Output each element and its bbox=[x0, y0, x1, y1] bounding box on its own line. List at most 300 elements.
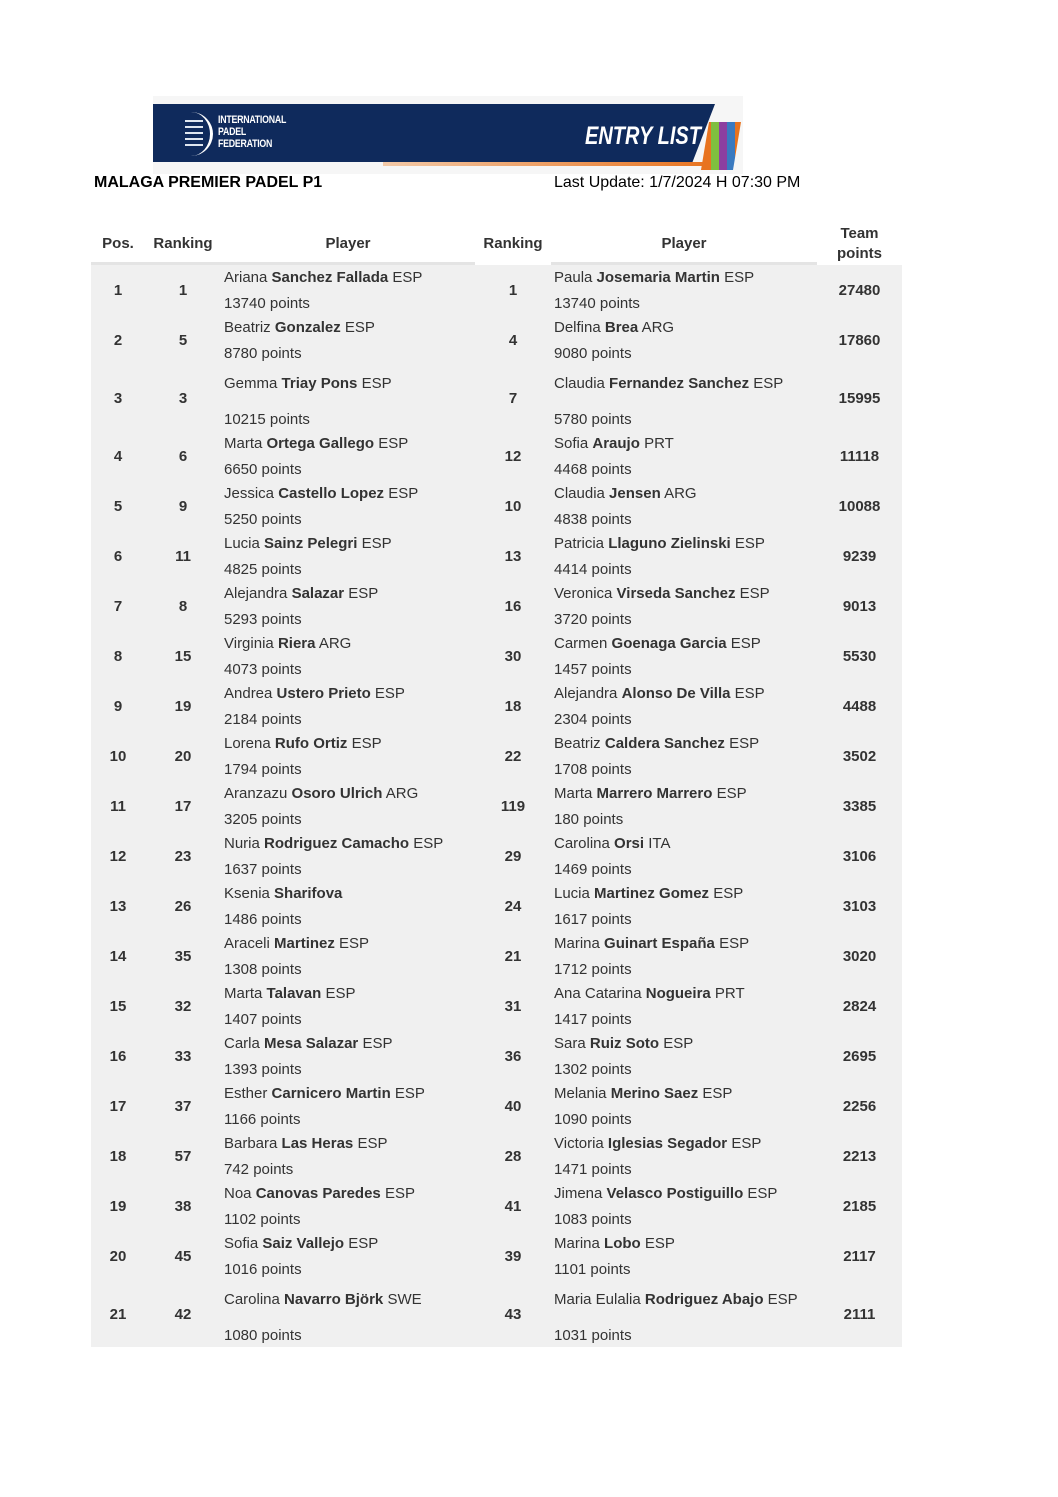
player-2-ranking: 10 bbox=[504, 497, 522, 515]
player-points: 1708 points bbox=[554, 761, 632, 778]
player-points: 9080 points bbox=[554, 345, 632, 362]
player-cell bbox=[551, 1231, 817, 1281]
player-points: 2184 points bbox=[224, 711, 302, 728]
position: 7 bbox=[113, 597, 123, 615]
player-1-ranking: 17 bbox=[174, 797, 192, 815]
player-name bbox=[554, 584, 817, 604]
player-cell bbox=[221, 1081, 475, 1131]
player-1-ranking: 19 bbox=[174, 697, 192, 715]
table-header bbox=[91, 225, 902, 265]
player-country: ESP bbox=[716, 785, 747, 802]
player-cell bbox=[221, 731, 475, 781]
player-name bbox=[224, 684, 475, 704]
player-first-name: Alejandra bbox=[554, 685, 618, 702]
team-points: 9013 bbox=[842, 597, 877, 615]
player-1-ranking: 33 bbox=[174, 1047, 192, 1065]
player-country: ESP bbox=[392, 269, 423, 286]
player-country: ESP bbox=[739, 585, 770, 602]
player-name bbox=[554, 1034, 817, 1054]
player-cell bbox=[221, 481, 475, 531]
team-points: 2824 bbox=[842, 997, 877, 1015]
table-row bbox=[91, 931, 902, 981]
player-name bbox=[224, 1290, 475, 1310]
player-country: ESP bbox=[374, 685, 405, 702]
player-cell bbox=[221, 265, 475, 315]
player-cell bbox=[551, 431, 817, 481]
player-country: ESP bbox=[384, 1185, 415, 1202]
player-points: 1486 points bbox=[224, 911, 302, 928]
player-1-ranking: 6 bbox=[178, 447, 188, 465]
table-row bbox=[91, 881, 902, 931]
player-last-name: Osoro Ulrich bbox=[291, 785, 383, 802]
player-name bbox=[554, 684, 817, 704]
player-last-name: Goenaga Garcia bbox=[611, 635, 727, 652]
player-points: 13740 points bbox=[554, 295, 640, 312]
player-2-ranking: 22 bbox=[504, 747, 522, 765]
table-row bbox=[91, 1181, 902, 1231]
player-name bbox=[224, 584, 475, 604]
player-first-name: Jimena bbox=[554, 1185, 603, 1202]
table-row bbox=[91, 1281, 902, 1347]
player-last-name: Mesa Salazar bbox=[264, 1035, 359, 1052]
player-1-ranking: 37 bbox=[174, 1097, 192, 1115]
tournament-title: MALAGA PREMIER PADEL P1 bbox=[94, 174, 323, 191]
player-first-name: Jessica bbox=[224, 485, 275, 502]
player-country: ESP bbox=[724, 269, 755, 286]
player-name bbox=[554, 318, 817, 338]
position: 11 bbox=[110, 797, 126, 815]
ipf-logo-text: INTERNATIONAL PADEL FEDERATION bbox=[218, 114, 286, 150]
header-ranking-2: Ranking bbox=[475, 225, 551, 265]
player-name bbox=[224, 784, 475, 804]
entry-list-table bbox=[91, 225, 902, 1347]
player-last-name: Iglesias Segador bbox=[607, 1135, 728, 1152]
player-cell bbox=[551, 1281, 817, 1347]
player-first-name: Carla bbox=[224, 1035, 260, 1052]
player-country: PRT bbox=[644, 435, 674, 452]
player-1-ranking: 57 bbox=[174, 1147, 192, 1165]
player-cell bbox=[221, 631, 475, 681]
player-cell bbox=[551, 1081, 817, 1131]
player-name bbox=[554, 1184, 817, 1204]
player-name bbox=[554, 784, 817, 804]
player-name bbox=[554, 734, 817, 754]
player-1-ranking: 35 bbox=[174, 947, 192, 965]
player-name bbox=[224, 1234, 475, 1254]
player-first-name: Noa bbox=[224, 1185, 252, 1202]
player-first-name: Veronica bbox=[554, 585, 613, 602]
player-last-name: Marrero Marrero bbox=[596, 785, 713, 802]
team-points: 10088 bbox=[838, 497, 881, 515]
player-2-ranking: 41 bbox=[504, 1197, 522, 1215]
player-points: 1166 points bbox=[224, 1111, 301, 1128]
player-first-name: Lucia bbox=[224, 535, 260, 552]
position: 20 bbox=[109, 1247, 127, 1265]
player-points: 1016 points bbox=[224, 1261, 302, 1278]
player-name bbox=[224, 634, 475, 654]
player-country: ESP bbox=[413, 835, 444, 852]
player-last-name: Araujo bbox=[592, 435, 640, 452]
player-points: 2304 points bbox=[554, 711, 632, 728]
player-last-name: Saiz Vallejo bbox=[262, 1235, 345, 1252]
player-country: ARG bbox=[664, 485, 697, 502]
player-last-name: Martinez Gomez bbox=[594, 885, 710, 902]
player-points: 6650 points bbox=[224, 461, 302, 478]
player-cell bbox=[551, 881, 817, 931]
player-country: ESP bbox=[747, 1185, 778, 1202]
player-first-name: Sofia bbox=[224, 1235, 259, 1252]
table-row bbox=[91, 1081, 902, 1131]
position: 10 bbox=[109, 747, 127, 765]
player-name bbox=[554, 484, 817, 504]
player-country: ESP bbox=[713, 885, 744, 902]
player-cell bbox=[551, 831, 817, 881]
player-last-name: Nogueira bbox=[645, 985, 711, 1002]
player-cell bbox=[221, 1031, 475, 1081]
player-first-name: Carolina bbox=[224, 1291, 280, 1308]
player-cell bbox=[551, 531, 817, 581]
player-last-name: Navarro Björk bbox=[284, 1291, 384, 1308]
last-update: Last Update: 1/7/2024 H 07:30 PM bbox=[554, 174, 801, 191]
player-cell bbox=[221, 1281, 475, 1347]
position: 5 bbox=[113, 497, 123, 515]
player-country: ESP bbox=[361, 375, 392, 392]
player-name bbox=[554, 1084, 817, 1104]
player-name bbox=[224, 534, 475, 554]
team-points: 5530 bbox=[842, 647, 877, 665]
team-points: 3385 bbox=[842, 797, 877, 815]
player-first-name: Victoria bbox=[554, 1135, 604, 1152]
player-country: ESP bbox=[734, 685, 765, 702]
player-2-ranking: 12 bbox=[504, 447, 522, 465]
table-row bbox=[91, 431, 902, 481]
player-name bbox=[224, 1184, 475, 1204]
player-last-name: Velasco Postiguillo bbox=[606, 1185, 744, 1202]
player-country: ESP bbox=[394, 1085, 425, 1102]
player-country: ARG bbox=[385, 785, 419, 802]
player-first-name: Araceli bbox=[224, 935, 270, 952]
player-points: 4414 points bbox=[554, 561, 632, 578]
player-last-name: Triay Pons bbox=[281, 375, 358, 392]
header-pos: Pos. bbox=[91, 225, 145, 265]
player-name bbox=[224, 834, 475, 854]
position: 12 bbox=[109, 847, 127, 865]
player-name bbox=[224, 434, 475, 454]
player-country: ESP bbox=[734, 535, 765, 552]
player-first-name: Claudia bbox=[554, 485, 605, 502]
player-1-ranking: 9 bbox=[178, 497, 188, 515]
player-cell bbox=[221, 431, 475, 481]
player-2-ranking: 13 bbox=[504, 547, 522, 565]
player-country: ESP bbox=[731, 1135, 762, 1152]
player-last-name: Canovas Paredes bbox=[255, 1185, 381, 1202]
player-2-ranking: 43 bbox=[504, 1305, 522, 1323]
player-country: ITA bbox=[648, 835, 671, 852]
player-name bbox=[554, 884, 817, 904]
player-name bbox=[554, 268, 817, 288]
player-cell bbox=[221, 1231, 475, 1281]
player-1-ranking: 1 bbox=[178, 281, 188, 299]
player-name bbox=[224, 1084, 475, 1104]
player-cell bbox=[221, 315, 475, 365]
player-2-ranking: 21 bbox=[504, 947, 522, 965]
player-first-name: Ariana bbox=[224, 269, 268, 286]
player-cell bbox=[551, 481, 817, 531]
player-name bbox=[554, 434, 817, 454]
player-1-ranking: 38 bbox=[174, 1197, 192, 1215]
team-points: 27480 bbox=[838, 281, 881, 299]
player-name bbox=[224, 484, 475, 504]
player-first-name: Carolina bbox=[554, 835, 610, 852]
player-points: 1102 points bbox=[224, 1211, 301, 1228]
player-country: SWE bbox=[387, 1291, 422, 1308]
player-points: 1080 points bbox=[224, 1327, 302, 1344]
player-cell bbox=[221, 931, 475, 981]
player-last-name: Fernandez Sanchez bbox=[609, 375, 750, 392]
player-country: ESP bbox=[719, 935, 750, 952]
player-last-name: Sainz Pelegri bbox=[264, 535, 358, 552]
player-2-ranking: 16 bbox=[504, 597, 522, 615]
player-name bbox=[554, 374, 817, 394]
player-name bbox=[224, 318, 475, 338]
player-country: ESP bbox=[344, 319, 375, 336]
player-cell bbox=[551, 981, 817, 1031]
player-1-ranking: 20 bbox=[174, 747, 192, 765]
player-first-name: Paula bbox=[554, 269, 593, 286]
player-points: 4073 points bbox=[224, 661, 302, 678]
player-first-name: Marina bbox=[554, 935, 600, 952]
player-cell bbox=[221, 1131, 475, 1181]
player-country: ESP bbox=[351, 735, 382, 752]
player-1-ranking: 32 bbox=[174, 997, 192, 1015]
player-points: 1308 points bbox=[224, 961, 302, 978]
player-country: ESP bbox=[753, 375, 784, 392]
player-country: ESP bbox=[362, 1035, 393, 1052]
player-name bbox=[224, 984, 475, 1004]
player-first-name: Lucia bbox=[554, 885, 590, 902]
player-country: PRT bbox=[714, 985, 745, 1002]
player-last-name: Gonzalez bbox=[274, 319, 341, 336]
team-points: 3502 bbox=[842, 747, 877, 765]
player-points: 3720 points bbox=[554, 611, 632, 628]
player-last-name: Riera bbox=[277, 635, 316, 652]
player-2-ranking: 30 bbox=[504, 647, 522, 665]
position: 2 bbox=[113, 331, 123, 349]
player-last-name: Rufo Ortiz bbox=[274, 735, 348, 752]
player-points: 1417 points bbox=[554, 1011, 632, 1028]
player-last-name: Merino Saez bbox=[610, 1085, 699, 1102]
player-last-name: Sharifova bbox=[274, 885, 343, 902]
table-row bbox=[91, 531, 902, 581]
player-points: 742 points bbox=[224, 1161, 294, 1178]
position: 17 bbox=[109, 1097, 127, 1115]
player-points: 5780 points bbox=[554, 411, 632, 428]
position: 6 bbox=[113, 547, 123, 565]
player-name bbox=[224, 884, 475, 904]
player-cell bbox=[551, 1131, 817, 1181]
player-first-name: Nuria bbox=[224, 835, 260, 852]
player-points: 13740 points bbox=[224, 295, 310, 312]
position: 15 bbox=[109, 997, 127, 1015]
header-player-1: Player bbox=[221, 225, 475, 265]
player-cell bbox=[221, 981, 475, 1031]
player-last-name: Rodriguez Abajo bbox=[644, 1291, 764, 1308]
player-first-name: Beatriz bbox=[224, 319, 271, 336]
ipf-entry-list-banner bbox=[153, 96, 743, 174]
player-2-ranking: 24 bbox=[504, 897, 522, 915]
player-last-name: Orsi bbox=[614, 835, 645, 852]
player-1-ranking: 45 bbox=[174, 1247, 192, 1265]
player-last-name: Alonso De Villa bbox=[621, 685, 731, 702]
player-last-name: Jensen bbox=[609, 485, 661, 502]
player-points: 5293 points bbox=[224, 611, 302, 628]
player-first-name: Patricia bbox=[554, 535, 605, 552]
player-name bbox=[554, 1234, 817, 1254]
table-row bbox=[91, 781, 902, 831]
player-first-name: Delfina bbox=[554, 319, 601, 336]
player-2-ranking: 28 bbox=[504, 1147, 522, 1165]
header-team-points: Team points bbox=[817, 225, 902, 265]
table-row bbox=[91, 681, 902, 731]
player-name bbox=[554, 1290, 817, 1310]
team-points: 2111 bbox=[843, 1305, 876, 1323]
player-cell bbox=[551, 315, 817, 365]
player-name bbox=[224, 1034, 475, 1054]
position: 19 bbox=[109, 1197, 127, 1215]
player-2-ranking: 29 bbox=[504, 847, 522, 865]
player-cell bbox=[221, 831, 475, 881]
table-row bbox=[91, 481, 902, 531]
player-country: ESP bbox=[348, 1235, 379, 1252]
position: 18 bbox=[109, 1147, 127, 1165]
player-points: 5250 points bbox=[224, 511, 302, 528]
player-1-ranking: 8 bbox=[178, 597, 188, 615]
player-name bbox=[554, 1134, 817, 1154]
position: 1 bbox=[113, 281, 123, 299]
player-cell bbox=[551, 731, 817, 781]
player-last-name: Ruiz Soto bbox=[589, 1035, 660, 1052]
player-last-name: Caldera Sanchez bbox=[604, 735, 725, 752]
player-first-name: Ana Catarina bbox=[554, 985, 642, 1002]
player-points: 4825 points bbox=[224, 561, 302, 578]
player-name bbox=[224, 268, 475, 288]
player-last-name: Guinart España bbox=[604, 935, 715, 952]
player-first-name: Gemma bbox=[224, 375, 278, 392]
player-cell bbox=[221, 881, 475, 931]
player-last-name: Brea bbox=[604, 319, 639, 336]
player-cell bbox=[551, 931, 817, 981]
player-country: ESP bbox=[357, 1135, 388, 1152]
player-2-ranking: 36 bbox=[504, 1047, 522, 1065]
player-last-name: Josemaria Martin bbox=[596, 269, 720, 286]
position: 9 bbox=[113, 697, 123, 715]
player-country: ESP bbox=[339, 935, 370, 952]
player-country: ESP bbox=[730, 635, 761, 652]
player-first-name: Lorena bbox=[224, 735, 271, 752]
player-first-name: Carmen bbox=[554, 635, 608, 652]
player-last-name: Sanchez Fallada bbox=[271, 269, 389, 286]
player-first-name: Barbara bbox=[224, 1135, 278, 1152]
player-country: ESP bbox=[663, 1035, 694, 1052]
player-name bbox=[224, 374, 475, 394]
team-points: 3106 bbox=[842, 847, 877, 865]
team-points: 9239 bbox=[842, 547, 877, 565]
player-points: 1083 points bbox=[554, 1211, 632, 1228]
player-country: ESP bbox=[767, 1291, 798, 1308]
team-points: 2695 bbox=[842, 1047, 877, 1065]
player-points: 1457 points bbox=[554, 661, 632, 678]
player-first-name: Marta bbox=[224, 435, 263, 452]
team-points: 3020 bbox=[842, 947, 877, 965]
table-row bbox=[91, 731, 902, 781]
table-row bbox=[91, 581, 902, 631]
player-cell bbox=[221, 365, 475, 431]
player-cell bbox=[551, 265, 817, 315]
player-country: ESP bbox=[361, 535, 392, 552]
player-name bbox=[554, 984, 817, 1004]
team-points: 2256 bbox=[842, 1097, 877, 1115]
player-last-name: Virseda Sanchez bbox=[616, 585, 736, 602]
player-last-name: Ortega Gallego bbox=[266, 435, 375, 452]
player-cell bbox=[551, 631, 817, 681]
player-cell bbox=[221, 531, 475, 581]
position: 13 bbox=[109, 897, 127, 915]
player-country: ESP bbox=[378, 435, 409, 452]
banner-title: ENTRY LIST bbox=[585, 122, 701, 150]
position: 21 bbox=[109, 1305, 127, 1323]
table-row bbox=[91, 831, 902, 881]
player-points: 1393 points bbox=[224, 1061, 302, 1078]
player-last-name: Lobo bbox=[604, 1235, 641, 1252]
player-1-ranking: 15 bbox=[174, 647, 192, 665]
table-row bbox=[91, 365, 902, 431]
table-body bbox=[91, 265, 902, 1347]
player-points: 8780 points bbox=[224, 345, 302, 362]
position: 8 bbox=[113, 647, 123, 665]
position: 14 bbox=[109, 947, 127, 965]
team-points: 2213 bbox=[842, 1147, 877, 1165]
player-1-ranking: 5 bbox=[178, 331, 188, 349]
player-name bbox=[554, 634, 817, 654]
player-last-name: Rodriguez Camacho bbox=[264, 835, 410, 852]
team-points: 17860 bbox=[838, 331, 881, 349]
header-player-2: Player bbox=[551, 225, 817, 265]
player-last-name: Ustero Prieto bbox=[276, 685, 371, 702]
player-2-ranking: 1 bbox=[508, 281, 518, 299]
banner-orange-line bbox=[383, 162, 713, 166]
player-name bbox=[224, 734, 475, 754]
team-points: 3103 bbox=[842, 897, 877, 915]
player-country: ESP bbox=[729, 735, 760, 752]
player-1-ranking: 11 bbox=[175, 547, 191, 565]
table-row bbox=[91, 631, 902, 681]
player-first-name: Esther bbox=[224, 1085, 268, 1102]
player-name bbox=[224, 1134, 475, 1154]
player-points: 1794 points bbox=[224, 761, 302, 778]
player-cell bbox=[551, 681, 817, 731]
player-cell bbox=[551, 365, 817, 431]
team-points: 11118 bbox=[839, 447, 880, 465]
player-points: 4468 points bbox=[554, 461, 632, 478]
team-points: 4488 bbox=[842, 697, 877, 715]
player-country: ESP bbox=[348, 585, 379, 602]
player-country: ARG bbox=[318, 635, 352, 652]
player-first-name: Beatriz bbox=[554, 735, 601, 752]
player-2-ranking: 119 bbox=[500, 797, 526, 815]
player-cell bbox=[551, 1031, 817, 1081]
player-first-name: Maria Eulalia bbox=[554, 1291, 641, 1308]
player-1-ranking: 23 bbox=[174, 847, 192, 865]
